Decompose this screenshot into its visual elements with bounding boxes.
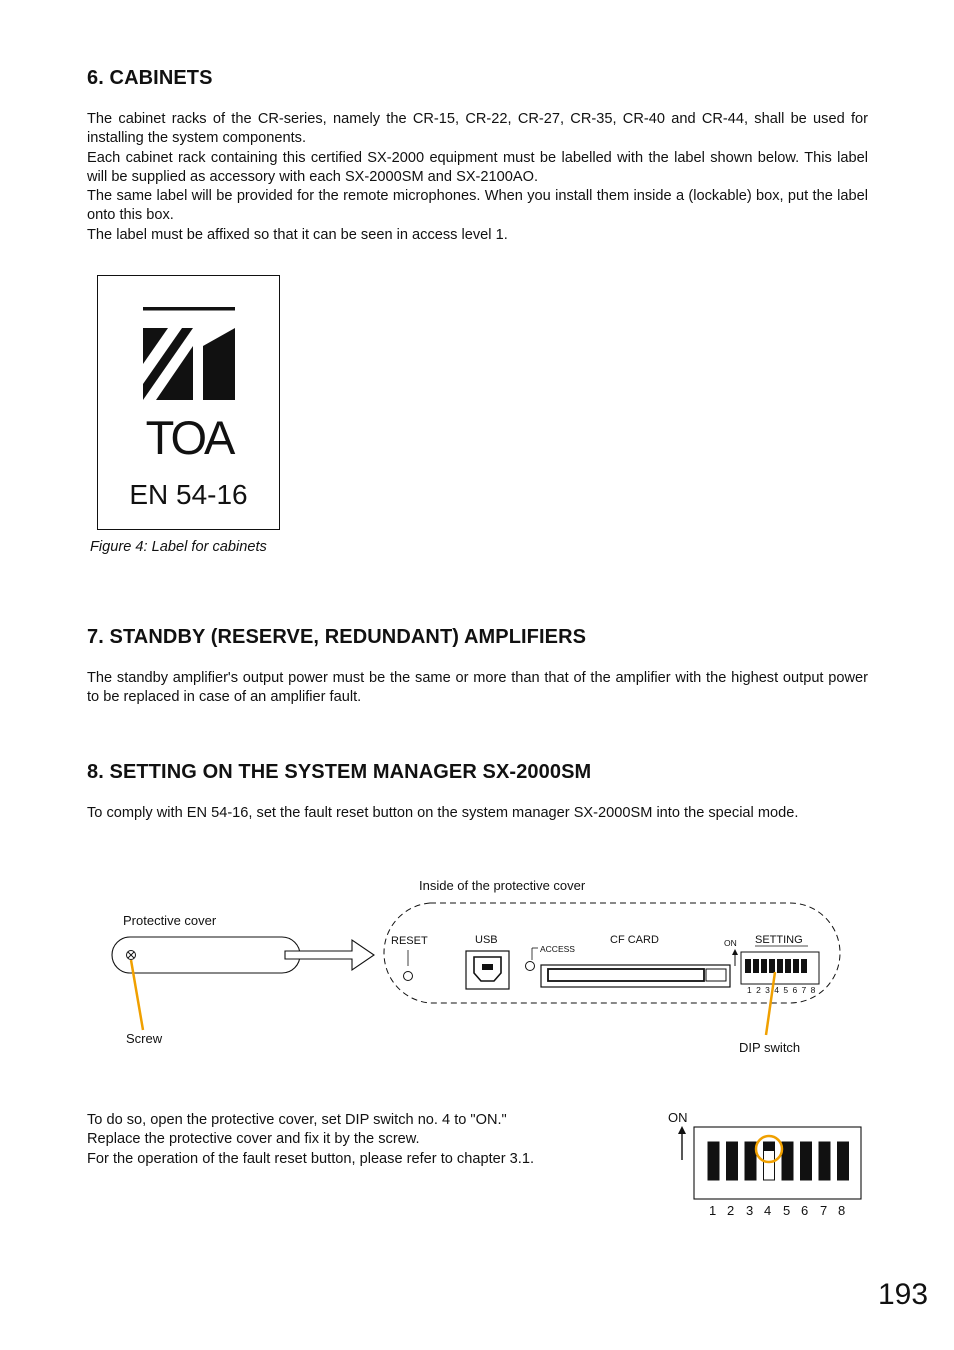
access-led	[526, 962, 535, 971]
dip-slot-fill	[782, 1142, 793, 1171]
reset-label: RESET	[391, 935, 428, 947]
toa-brand-text: TOA	[145, 411, 233, 464]
instructions	[87, 1111, 627, 1169]
dip-slot-fill	[801, 1142, 812, 1171]
dip-slot-fill	[745, 1142, 756, 1171]
page-number: 193	[878, 1278, 929, 1311]
dip-number: 1	[709, 1203, 717, 1218]
dip-switch-label: DIP switch	[739, 1040, 801, 1055]
dip-slot-fill	[838, 1142, 849, 1171]
dip-lever-off	[838, 1171, 849, 1180]
dip-lever-on	[764, 1142, 775, 1151]
standard-label: EN 54-16	[129, 479, 248, 510]
access-label: ACCESS	[540, 944, 575, 954]
section-7-body: The standby amplifier's output power must be the same or more than that of the amplifier with the highest output power to be replaced in case of an amplifier fault.	[87, 670, 868, 706]
paragraph: Each cabinet rack containing this certified SX-2000 equipment must be labelled with the label shown below. This label will be supplied as accessory with each SX-2000SM and SX-2100AO.	[87, 149, 868, 185]
protective-cover-label: Protective cover	[123, 913, 217, 928]
screw-pointer	[131, 960, 143, 1030]
section-6-heading: 6. CABINETS	[87, 67, 213, 89]
usb-label: USB	[475, 934, 498, 946]
dip-number: 5	[783, 1203, 791, 1218]
section-6-body	[87, 110, 868, 245]
setting-label: SETTING	[755, 934, 803, 946]
dip-lever-off	[727, 1171, 738, 1180]
section-7-heading: 7. STANDBY (RESERVE, REDUNDANT) AMPLIFIERS	[87, 626, 587, 648]
dip-detail-on-label: ON	[668, 1110, 688, 1125]
arrow-icon	[285, 940, 374, 970]
dip-number: 3	[746, 1203, 754, 1218]
screw-label: Screw	[126, 1031, 163, 1046]
dip-number: 7	[820, 1203, 828, 1218]
cabinet-label	[97, 275, 280, 530]
setting-switch-numbers: 1 2 3 4 5 6 7 8	[747, 985, 817, 995]
section-8-body: To comply with EN 54-16, set the fault reset button on the system manager SX-2000SM into the special mode.	[87, 805, 799, 821]
dip-number: 4	[764, 1203, 772, 1218]
dip-lever-off	[745, 1171, 756, 1180]
paragraph: The cabinet racks of the CR-series, namely the CR-15, CR-22, CR-27, CR-35, CR-40 and CR-44, shall be used for installing the system components.	[87, 111, 868, 147]
reset-button	[404, 972, 413, 981]
dip-lever-off	[801, 1171, 812, 1180]
dip-number: 6	[801, 1203, 809, 1218]
instruction-line: For the operation of the fault reset button, please refer to chapter 3.1.	[87, 1150, 535, 1167]
dip-lever-off	[708, 1171, 719, 1180]
dip-slot-fill	[819, 1142, 830, 1171]
dip-number: 2	[727, 1203, 735, 1218]
dip-detail-levers	[708, 1142, 849, 1180]
dip-lever-off	[819, 1171, 830, 1180]
setting-dip-levers	[745, 959, 807, 973]
paragraph: The same label will be provided for the remote microphones. When you install them inside a (lockable) box, put the label onto this box.	[87, 188, 868, 224]
dip-slot-fill	[727, 1142, 738, 1171]
dip-slot-fill	[708, 1142, 719, 1171]
cf-card-label: CF CARD	[610, 934, 659, 946]
inside-cover-label: Inside of the protective cover	[419, 878, 586, 893]
dip-number: 8	[838, 1203, 846, 1218]
instruction-line: To do so, open the protective cover, set DIP switch no. 4 to "ON."	[87, 1112, 507, 1128]
protective-cover	[112, 937, 300, 973]
on-small-label: ON	[724, 938, 737, 948]
instruction-line: Replace the protective cover and fix it by the screw.	[87, 1131, 420, 1148]
figure-caption: Figure 4: Label for cabinets	[90, 539, 267, 555]
paragraph: The label must be affixed so that it can be seen in access level 1.	[87, 226, 508, 243]
section-8-heading: 8. SETTING ON THE SYSTEM MANAGER SX-2000SM	[87, 761, 592, 783]
dip-lever-off	[782, 1171, 793, 1180]
